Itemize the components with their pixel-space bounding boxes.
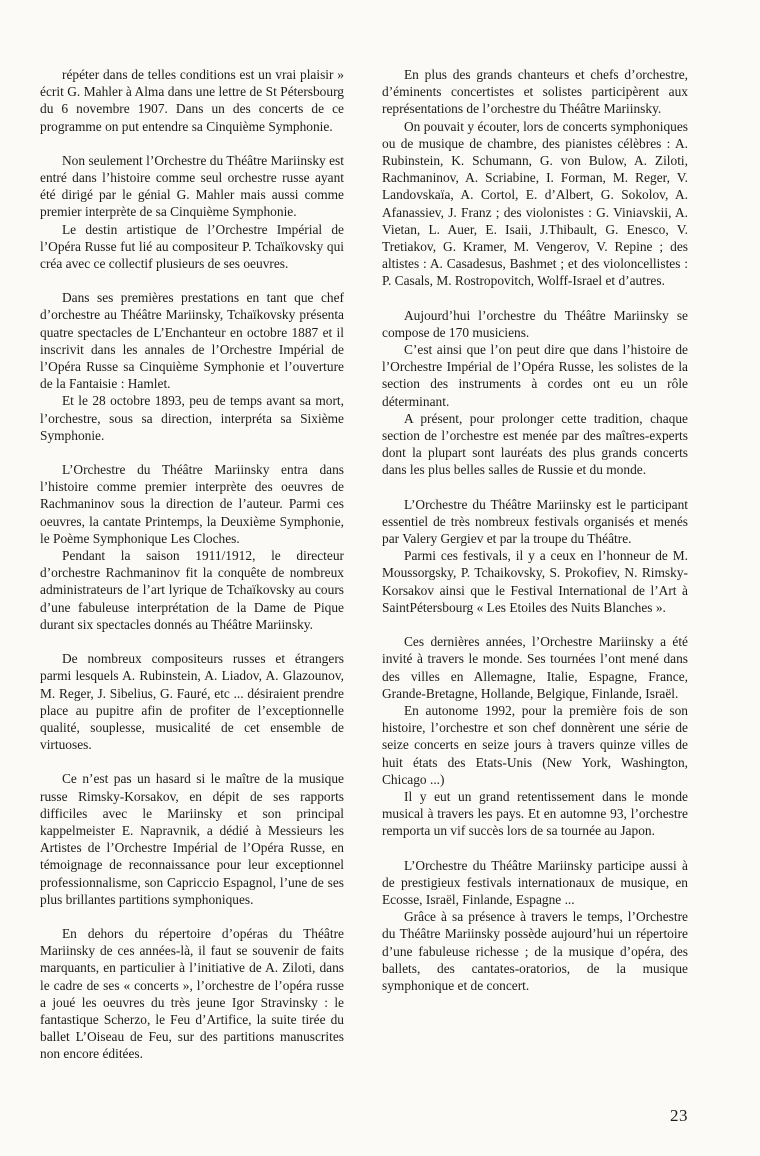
paragraph: Non seulement l’Orchestre du Théâtre Mariinsky est entré dans l’histoire comme seul orchestre russe ayant été dirigé par le génial G. Mahler mais aussi comme premier interprète de sa Cinquième Symphonie. (40, 152, 344, 220)
paragraph: Il y eut un grand retentissement dans le monde musical à travers les pays. Et en automne 93, l’orchestre remporta un vif succès lors de sa tournée au Japon. (382, 788, 688, 839)
text-block (40, 925, 344, 1063)
paragraph: Parmi ces festivals, il y a ceux en l’honneur de M. Moussorgsky, P. Tchaikovsky, S. Prokofiev, N. Rimsky-Korsakov ainsi que le Festival International de l’Art à SaintPétersbourg « Les Etoiles des Nuits Blanches ». (382, 548, 688, 615)
paragraph: Pendant la saison 1911/1912, le directeur d’orchestre Rachmaninov fit la conquête de nombreux administrateurs de l’art lyrique de Tchaïkovsky au cours d’une fabuleuse interprétation de la Dame de Pique durant six spectacles donnés au Théâtre Mariinsky. (40, 548, 344, 632)
right-column (382, 66, 688, 1011)
paragraph: L’Orchestre du Théâtre Mariinsky entra dans l’histoire comme premier interprète des oeuvres de Rachmaninov sous la direction de l’auteur. Parmi ces oeuvres, la cantate Printemps, la Deuxième Symphonie, le Poème Symphonique Les Cloches. (40, 462, 344, 546)
paragraph: Ces dernières années, l’Orchestre Mariinsky a été invité à travers le monde. Ses tournées l’ont mené dans des villes en Allemagne, Italie, Espagne, France, Grande-Bretagne, Hollande, Belgique, Finlande, Israël. (382, 634, 688, 701)
paragraph: Le destin artistique de l’Orchestre Impérial de l’Opéra Russe fut lié au compositeur P. Tchaïkovsky qui créa avec ce collectif plusieurs de ses oeuvres. (40, 221, 344, 272)
paragraph: En dehors du répertoire d’opéras du Théâtre Mariinsky de ces années-là, il faut se souvenir de faits marquants, en particulier à l’initiative de A. Ziloti, dans le cadre de ses « concerts », l’orchestre de l’opéra russe a joué les oeuvres du très jeune Igor Stravinsky : le fantastique Scherzo, le Feu d’Artifice, la suite tirée du ballet L’Oiseau de Feu, sur des partitions manuscrites non encore éditées. (40, 925, 344, 1062)
text-block (40, 152, 344, 272)
text-block (382, 66, 688, 290)
paragraph: En plus des grands chanteurs et chefs d’orchestre, d’éminents concertistes et solistes participèrent aux représentations de l’orchestre du Théâtre Mariinsky. (382, 67, 688, 117)
page-number: 23 (670, 1106, 688, 1125)
text-block (382, 307, 688, 479)
paragraph: De nombreux compositeurs russes et étrangers parmi lesquels A. Rubinstein, A. Liadov, A. Glazounov, M. Reger, J. Sibelius, G. Fauré, etc ... désiraient prendre place au pupitre afin de profiter de l’exceptionnelle qualité, souplesse, musicalité de cet ensemble de virtuoses. (40, 651, 344, 753)
paragraph: L’Orchestre du Théâtre Mariinsky participe aussi à de prestigieux festivals internationaux de musique, en Ecosse, Israël, Finlande, Espagne ... (382, 857, 688, 907)
paragraph: Aujourd’hui l’orchestre du Théâtre Mariinsky se compose de 170 musiciens. (382, 307, 688, 340)
paragraph: Ce n’est pas un hasard si le maître de la musique russe Rimsky-Korsakov, en dépit de ses rapports difficiles avec le Mariinsky et son principal kappelmeister E. Napravnik, a dédié à Messieurs les Artistes de l’Orchestre Impérial de l’Opéra Russe, en témoignage de reconnaissance pour leur exceptionnel professionnalisme, son Capriccio Espagnol, l’une de ses plus brillantes partitions symphoniques. (40, 771, 344, 907)
paragraph: En autonome 1992, pour la première fois de son histoire, l’orchestre et son chef donnèrent une série de seize concerts en seize jours à travers quinze villes de huit états des Etats-Unis (New York, Washington, Chicago ...) (382, 702, 688, 787)
text-block (40, 66, 344, 135)
paragraph: répéter dans de telles conditions est un vrai plaisir » écrit G. Mahler à Alma dans une lettre de St Pétersbourg du 6 novembre 1907. Dans un des concerts de ce programme on put entendre sa Cinquième Symphonie. (40, 67, 344, 134)
paragraph: Et le 28 octobre 1893, peu de temps avant sa mort, l’orchestre, sous sa direction, interpréta sa Sixième Symphonie. (40, 393, 344, 443)
paragraph: C’est ainsi que l’on peut dire que dans l’histoire de l’Orchestre Impérial de l’Opéra Russe, les solistes de la section des instruments à cordes ont eu un rôle déterminant. (382, 342, 688, 409)
paragraph: On pouvait y écouter, lors de concerts symphoniques ou de musique de chambre, des pianistes célèbres : A. Rubinstein, K. Schumann, G. von Bulow, A. Ziloti, Rachmaninov, A. Scriabine, I. Forman, M. Reger, V. Landovskaïa, A. Cortol, E. d’Albert, G. Sokolov, A. Afanassiev, J. Franz ; des violonistes : G. Viniavskii, A. Vietan, L. Auer, E. Isaii, J.Thibault, G. Enesco, V. Tretiakov, G. Kramer, M. Vengerov, V. Repine ; des altistes : A. Casadesus, Bashmet ; et des violoncellistes : P. Casals, M. Rostropovitch, Wolff-Israel et d’autres. (382, 118, 688, 289)
text-block (382, 496, 688, 616)
text-block (382, 633, 688, 839)
text-block (382, 857, 688, 995)
text-block (40, 770, 344, 908)
text-block (40, 650, 344, 753)
paragraph: A présent, pour prolonger cette tradition, chaque section de l’orchestre est menée par des maîtres-experts dont la plupart sont lauréats des plus grands concerts dans les plus belles salles de Russie et du monde. (382, 410, 688, 478)
paragraph: Grâce à sa présence à travers le temps, l’Orchestre du Théâtre Mariinsky possède aujourd’hui un répertoire d’une fabuleuse richesse ; de la musique d’opéra, des ballets, des cantates-oratorios, de la musique symphonique et de concert. (382, 909, 688, 993)
paragraph: Dans ses premières prestations en tant que chef d’orchestre au Théâtre Mariinsky, Tchaïkovsky présenta quatre spectacles de L’Enchanteur en octobre 1887 et il inscrivit dans les annales de l’Orchestre Impérial de l’Opéra Russe sa Cinquième Symphonie et l’ouverture de la Fantaisie : Hamlet. (40, 290, 344, 392)
paragraph: L’Orchestre du Théâtre Mariinsky est le participant essentiel de très nombreux festivals organisés et menés par Valery Gergiev et par la troupe du Théâtre. (382, 496, 688, 547)
left-column (40, 66, 344, 1080)
text-block (40, 461, 344, 633)
text-block (40, 289, 344, 444)
